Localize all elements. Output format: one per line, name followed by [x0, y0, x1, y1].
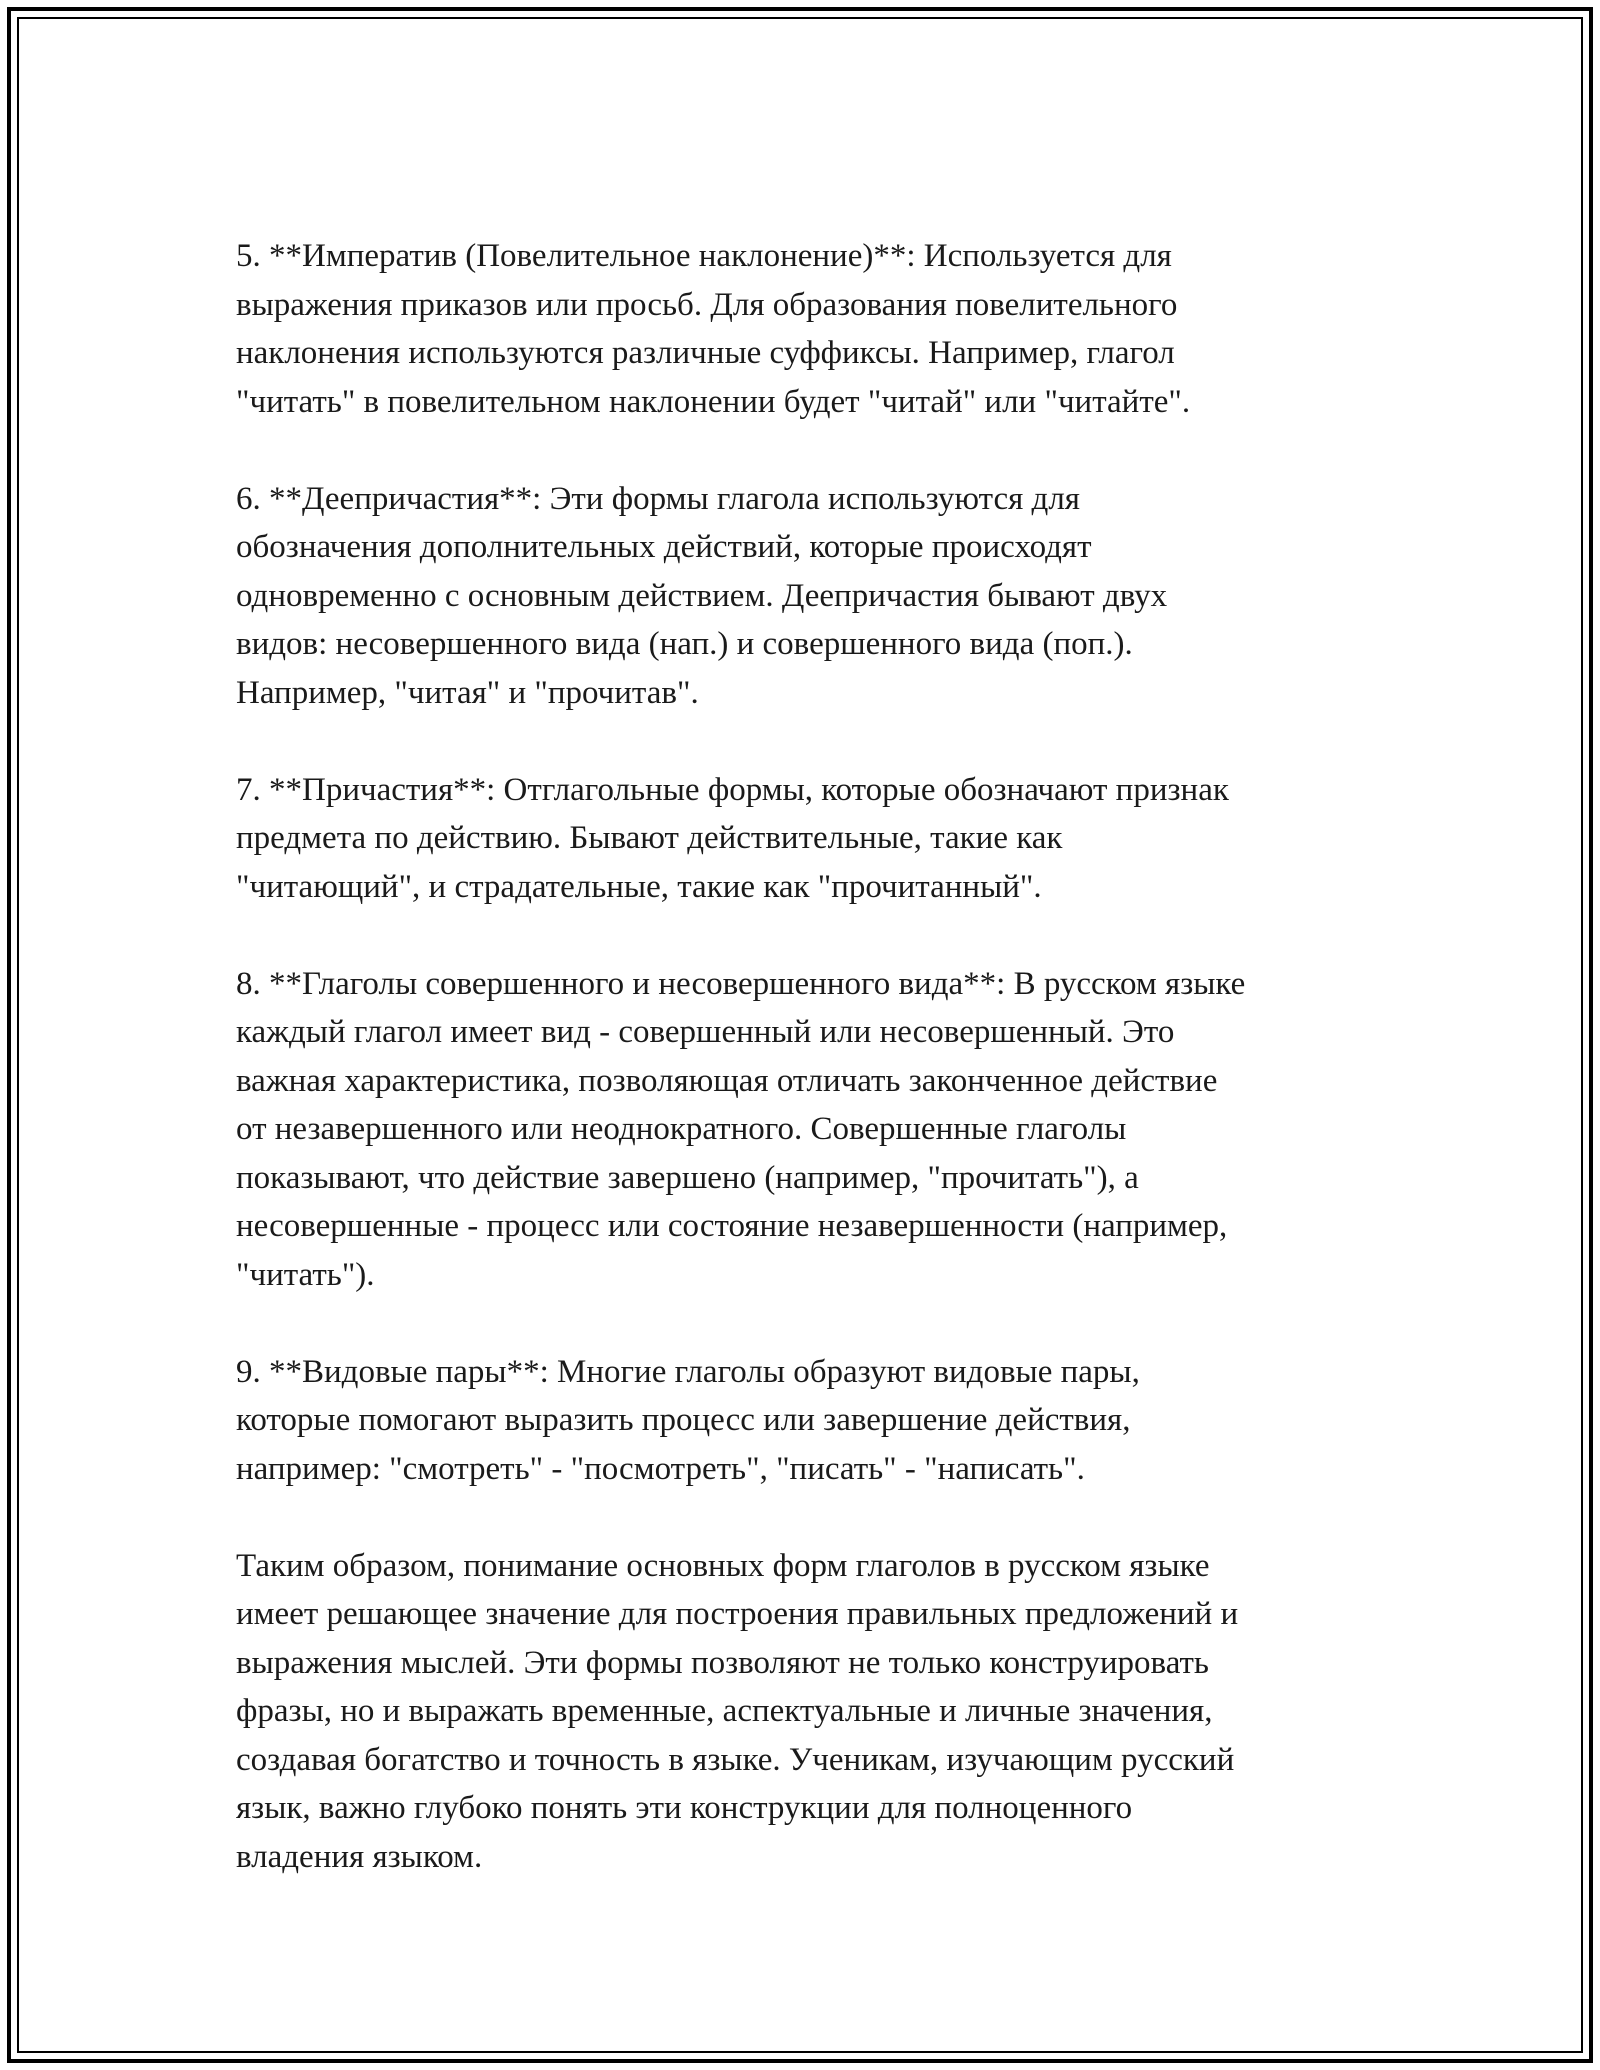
paragraph-imperative	[236, 232, 1416, 426]
text-line: создавая богатство и точность в языке. Ученикам, изучающим русский	[236, 1741, 1235, 1778]
text-line: 5. **Императив (Повелительное наклонение)**: Используется для	[236, 238, 1172, 274]
text-line: обозначения дополнительных действий, которые происходят	[236, 529, 1092, 565]
document-body	[236, 232, 1416, 1930]
text-line: например: "смотреть" - "посмотреть", "писать" - "написать".	[236, 1450, 1085, 1487]
text-line: Таким образом, понимание основных форм глаголов в русском языке	[236, 1547, 1210, 1584]
paragraph-aspect-pairs	[236, 1348, 1416, 1494]
text-line: "читающий", и страдательные, такие как "прочитанный".	[236, 868, 1042, 905]
text-line: несовершенные - процесс или состояние незавершенности (например,	[236, 1208, 1228, 1244]
text-line: "читать" в повелительном наклонении будет "читай" или "читайте".	[236, 383, 1191, 420]
text-line: 6. **Деепричастия**: Эти формы глагола используются для	[236, 480, 1080, 517]
text-line: предмета по действию. Бывают действительные, такие как	[236, 820, 1063, 856]
text-line: видов: несовершенного вида (нап.) и совершенного вида (поп.).	[236, 626, 1133, 662]
text-line: которые помогают выразить процесс или завершение действия,	[236, 1402, 1131, 1438]
text-line: владения языком.	[236, 1838, 483, 1875]
text-line: фразы, но и выражать временные, аспектуальные и личные значения,	[236, 1693, 1213, 1729]
text-line: язык, важно глубоко понять эти конструкции для полноценного	[236, 1790, 1133, 1826]
text-line: одновременно с основным действием. Деепричастия бывают двух	[236, 577, 1168, 614]
text-line: 7. **Причастия**: Отглагольные формы, которые обозначают признак	[236, 771, 1229, 808]
text-line: показывают, что действие завершено (например, "прочитать"), а	[236, 1159, 1139, 1196]
text-line: выражения приказов или просьб. Для образования повелительного	[236, 286, 1178, 323]
text-line: наклонения используются различные суффиксы. Например, глагол	[236, 335, 1175, 371]
text-line: каждый глагол имеет вид - совершенный или несовершенный. Это	[236, 1014, 1175, 1050]
paragraph-aspect	[236, 960, 1416, 1300]
text-line: "читать").	[236, 1256, 375, 1293]
text-line: Например, "читая" и "прочитав".	[236, 674, 699, 711]
text-line: 8. **Глаголы совершенного и несовершенного вида**: В русском языке	[236, 965, 1246, 1002]
text-line: от незавершенного или неоднократного. Совершенные глаголы	[236, 1111, 1127, 1147]
text-line: важная характеристика, позволяющая отличать законченное действие	[236, 1062, 1218, 1099]
paragraph-conclusion	[236, 1542, 1416, 1882]
text-line: выражения мыслей. Эти формы позволяют не только конструировать	[236, 1644, 1209, 1681]
text-line: имеет решающее значение для построения правильных предложений и	[236, 1596, 1239, 1632]
paragraph-participles	[236, 766, 1416, 912]
paragraph-gerunds	[236, 475, 1416, 718]
text-line: 9. **Видовые пары**: Многие глаголы образуют видовые пары,	[236, 1353, 1140, 1390]
